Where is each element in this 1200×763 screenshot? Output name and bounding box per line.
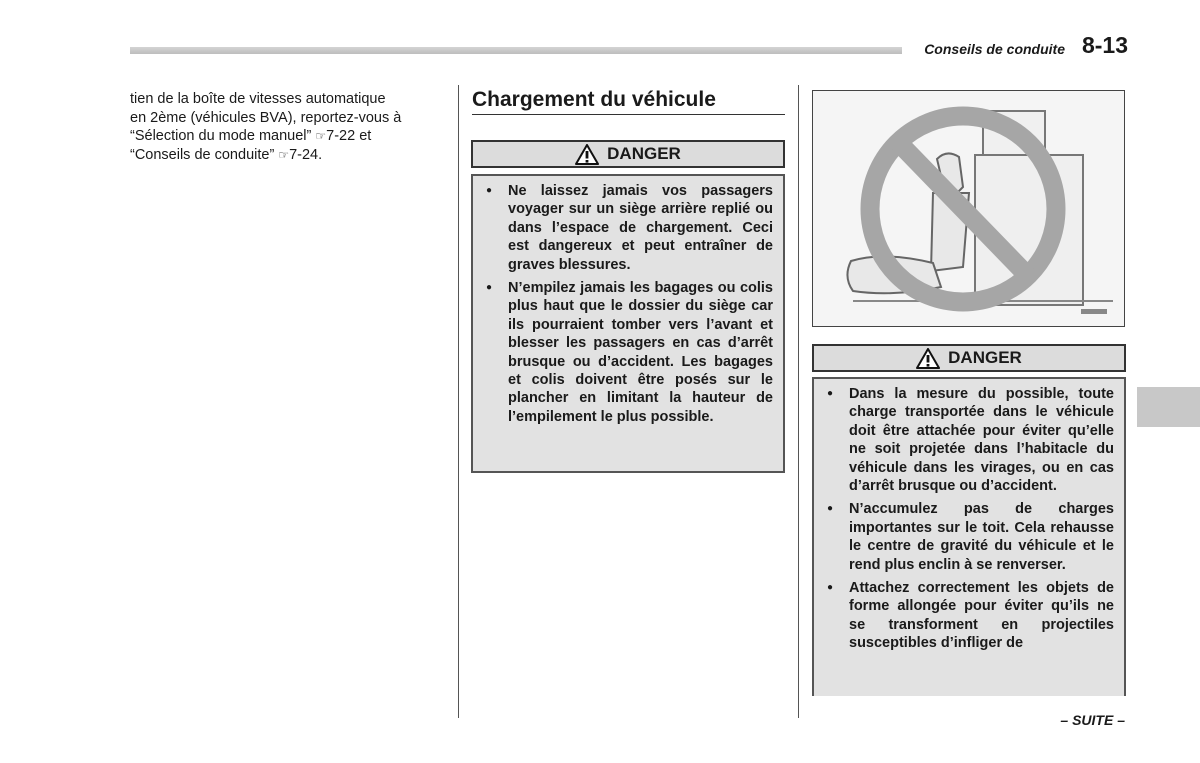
page-reference-icon: ☞ xyxy=(315,129,327,144)
warning-triangle-icon xyxy=(575,144,599,165)
column-divider-right xyxy=(798,85,799,718)
danger-box xyxy=(471,174,785,473)
warning-triangle-icon xyxy=(916,348,940,369)
page-reference: 7-22 et xyxy=(326,128,372,145)
prohibition-illustration xyxy=(812,90,1125,327)
continued-paragraph xyxy=(130,90,445,164)
section-heading: Chargement du véhicule xyxy=(472,88,785,115)
page-number: 8-13 xyxy=(1081,32,1128,58)
list-item: ● N’empilez jamais les bagages ou colis plus haut que le dossier du siège car ils pourraient tomber vers l’avant et blesser les passagers en cas d’arrêt brusque ou d’accident. Les bagages et colis doivent être posés sur le plancher en limitant la hauteur de l’empilement le plus possible. xyxy=(485,279,773,426)
continued-marker: – SUITE – xyxy=(1060,712,1125,728)
page-reference: 7-24. xyxy=(289,146,323,163)
list-item: ● Ne laissez jamais vos passagers voyager sur un siège arrière replié ou dans l’espace de chargement. Ceci est dangereux et peut entraîner de graves blessures. xyxy=(485,182,773,274)
danger-label: DANGER xyxy=(607,144,681,163)
reference-title: “Conseils de conduite” xyxy=(130,146,275,163)
section-title-header: Conseils de conduite xyxy=(924,41,1065,57)
danger-header xyxy=(471,140,785,168)
page-reference-icon: ☞ xyxy=(278,147,290,162)
column-divider-left xyxy=(458,85,459,718)
danger-list xyxy=(485,182,773,426)
paragraph-line: tien de la boîte de vitesses automatique xyxy=(130,91,386,107)
chapter-thumb-tab xyxy=(1137,387,1200,427)
paragraph-line-with-ref xyxy=(130,127,445,146)
list-item: ● Dans la mesure du possible, toute charge transportée dans le véhicule doit être attachée pour éviter qu’elle ne soit projetée dans l’habitacle du véhicule dans les virages, ou en cas d’arrêt brusque ou d’accident. xyxy=(826,385,1114,495)
danger-label: DANGER xyxy=(948,348,1022,367)
paragraph-line-with-ref xyxy=(130,146,445,165)
danger-list xyxy=(826,385,1114,653)
paragraph-line: en 2ème (véhicules BVA), reportez-vous à xyxy=(130,109,402,126)
prohibited-overloaded-luggage-icon xyxy=(813,91,1123,325)
list-item: ● Attachez correctement les objets de forme allongée pour éviter qu’ils ne se transforment en projectiles susceptibles d’infliger de xyxy=(826,579,1114,653)
list-item: ● N’accumulez pas de charges importantes sur le toit. Cela rehausse le centre de gravité du véhicule et le rend plus enclin à se renverser. xyxy=(826,500,1114,574)
danger-box xyxy=(812,377,1126,696)
header-rule xyxy=(130,47,902,54)
reference-title: “Sélection du mode manuel” xyxy=(130,128,312,145)
danger-header xyxy=(812,344,1126,372)
